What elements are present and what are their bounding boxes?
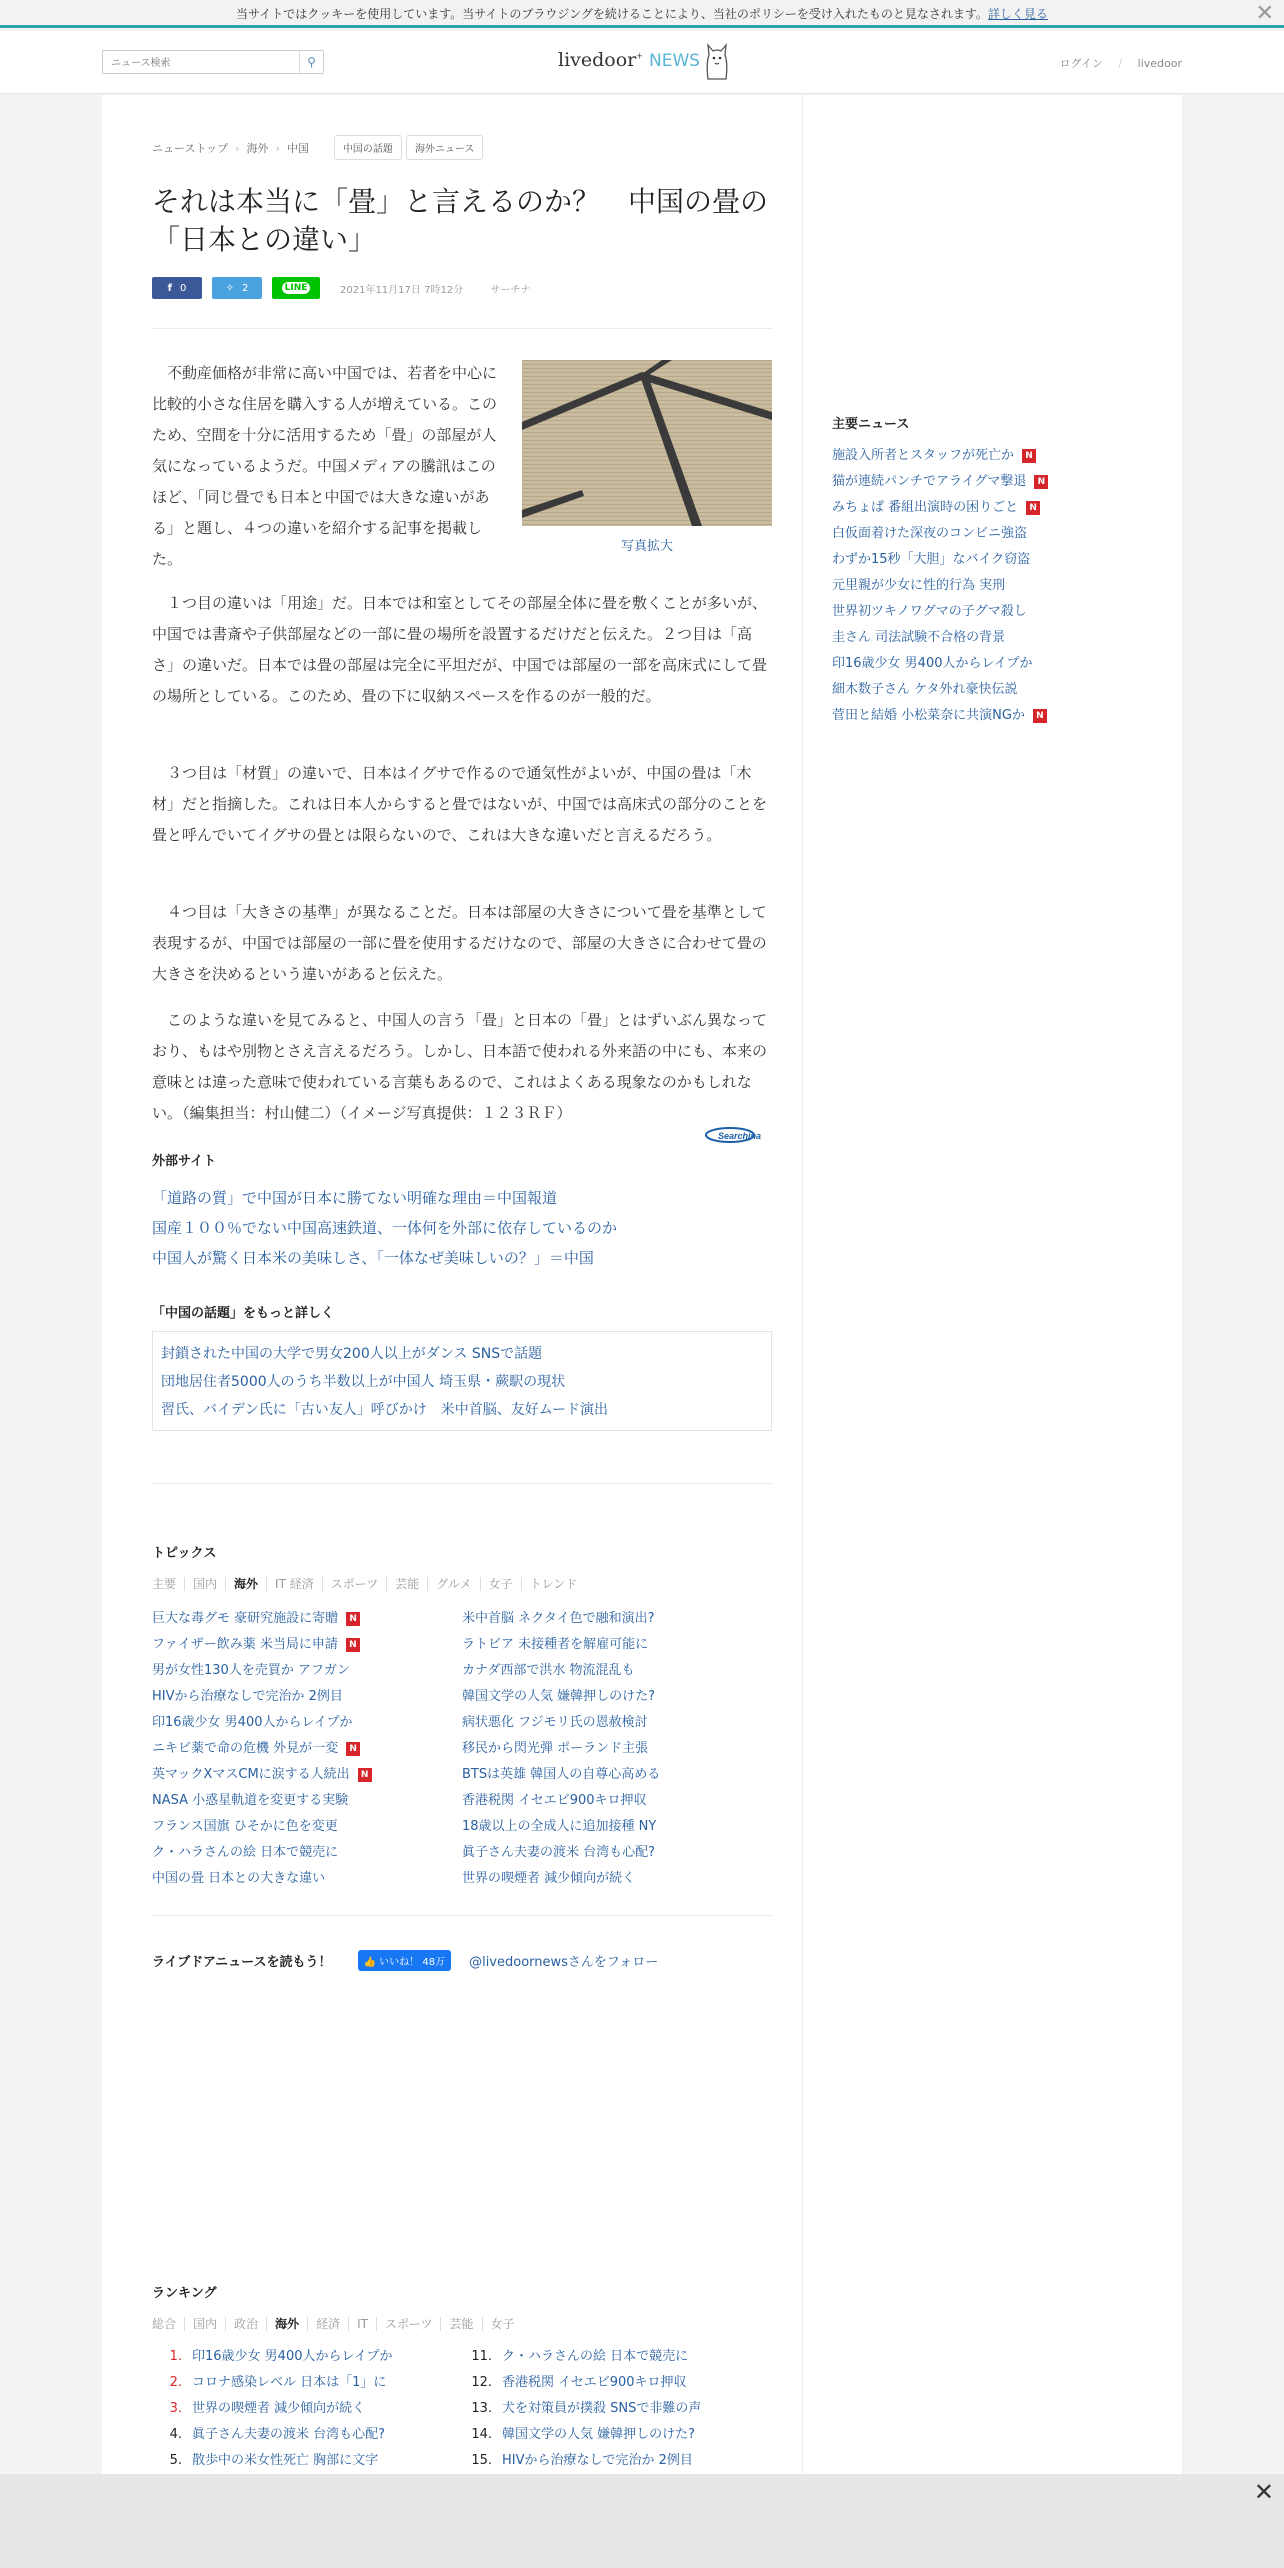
breadcrumb-item-china[interactable]: 中国 — [286, 142, 309, 155]
tab-topics-2[interactable]: 海外 — [225, 1577, 266, 1591]
article-meta — [340, 281, 554, 296]
side-news-text: 菅田と結婚 小松菜奈に共演NGか — [832, 708, 1025, 723]
topic-link-text: NASA 小惑星軌道を変更する実験 — [152, 1793, 349, 1808]
tab-topics-5[interactable]: 芸能 — [386, 1577, 427, 1591]
article-photo[interactable] — [522, 360, 772, 526]
search-icon[interactable]: ⚲ — [299, 51, 323, 73]
tab-topics-4[interactable]: スポーツ — [322, 1577, 387, 1591]
rank-title: コロナ感染レベル 日本は「1」に — [192, 2375, 387, 2390]
logo-main: livedoor — [558, 49, 637, 71]
rank-number: 5. — [169, 2453, 182, 2468]
tag-overseas-news[interactable]: 海外ニュース — [406, 135, 484, 160]
ranking-item[interactable] — [152, 2422, 462, 2448]
rank-number: 11. — [471, 2349, 492, 2364]
side-news-text: わずか15秒「大胆」なバイク窃盗 — [832, 552, 1031, 567]
search-box — [102, 50, 324, 74]
cookie-text: 当サイトではクッキーを使用しています。当サイトのブラウジングを続けることにより、当社のポリシーを受け入れたものと見なされます。 — [236, 7, 988, 21]
article-source[interactable]: サーチナ — [490, 284, 531, 296]
tab-topics-3[interactable]: IT 経済 — [266, 1577, 322, 1591]
topics-heading: トピックス — [152, 1546, 217, 1561]
article-paragraph: １つ目の違いは「用途」だ。日本では和室としてその部屋全体に畳を敷くことが多いが、中国では書斎や子供部屋などの一部に畳の場所を設置するだけだと伝えた。２つ目は「高さ」の違いだ。日本では畳の部屋は完全に平坦だが、中国では部屋の一部を高床式にして畳の場所としている。このため、畳の下に収納スペースを作るのが一般的だ。 — [152, 594, 768, 705]
side-news-link[interactable] — [832, 573, 1162, 599]
new-badge: N — [1034, 475, 1048, 489]
topic-link[interactable] — [152, 1840, 462, 1866]
topic-link[interactable]: 病状悪化 フジモリ氏の恩赦検討 — [462, 1715, 648, 1730]
external-link[interactable]: 国産１００％でない中国高速鉄道、一体何を外部に依存しているのか — [152, 1219, 618, 1237]
rank-number: 12. — [471, 2375, 492, 2390]
ranking-item[interactable] — [462, 2370, 772, 2396]
external-link[interactable]: 「道路の質」で中国が日本に勝てない明確な理由＝中国報道 — [152, 1189, 558, 1207]
twitter-follow-link[interactable]: @livedoornewsさんをフォロー — [469, 1955, 659, 1970]
chevron-right-icon: › — [275, 142, 280, 155]
new-badge: N — [346, 1612, 360, 1626]
side-news-text: 世界初ツキノワグマの子グマ殺し — [832, 604, 1027, 619]
side-news-link[interactable] — [832, 703, 1162, 729]
side-news-text: 圭さん 司法試験不合格の背景 — [832, 630, 1006, 645]
search-input[interactable] — [103, 53, 298, 75]
side-news-link[interactable] — [832, 625, 1162, 651]
follow-heading: ライブドアニュースを読もう！ — [152, 1955, 332, 1970]
side-news-link[interactable] — [832, 495, 1162, 521]
side-news-link[interactable] — [832, 677, 1162, 703]
topic-link-text: 中国の畳 日本との大きな違い — [152, 1871, 326, 1886]
rank-title: 香港税関 イセエビ900キロ押収 — [502, 2375, 687, 2390]
topic-link-text: 英マックXマスCMに涙する人続出 — [152, 1767, 350, 1782]
share-bar — [152, 277, 554, 299]
ranking-right-column — [462, 2344, 772, 2474]
ranking-item[interactable] — [462, 2344, 772, 2370]
facebook-count: 0 — [179, 282, 187, 294]
topic-link[interactable] — [152, 1762, 462, 1788]
rank-title: 散歩中の米女性死亡 胸部に文字 — [192, 2453, 379, 2468]
tab-ranking-2[interactable]: 政治 — [225, 2317, 266, 2331]
rank-title: 世界の喫煙者 減少傾向が続く — [192, 2401, 366, 2416]
side-news-link[interactable] — [832, 651, 1162, 677]
topic-link[interactable]: 移民から閃光弾 ポーランド主張 — [462, 1741, 649, 1756]
tab-topics-6[interactable]: グルメ — [427, 1577, 479, 1591]
topic-link[interactable] — [152, 1788, 462, 1814]
ranking-section — [152, 2282, 772, 2474]
ranking-heading: ランキング — [152, 2286, 217, 2301]
topic-link[interactable] — [152, 1814, 462, 1840]
topic-link[interactable]: 香港税関 イセエビ900キロ押収 — [462, 1793, 647, 1808]
topic-link-text: 印16歳少女 男400人からレイプか — [152, 1715, 353, 1730]
searchina-logo-text: Searchina — [718, 1131, 762, 1141]
topic-link[interactable]: 眞子さん夫妻の渡米 台湾も心配? — [462, 1845, 656, 1860]
topic-link[interactable]: 韓国文学の人気 嫌韓押しのけた? — [462, 1689, 656, 1704]
tab-topics-7[interactable]: 女子 — [480, 1577, 521, 1591]
new-badge: N — [1026, 501, 1040, 515]
site-header — [0, 31, 1284, 94]
twitter-share-button[interactable] — [212, 277, 262, 299]
side-news-text: 猫が連続パンチでアライグマ撃退 — [832, 474, 1027, 489]
article-paragraph: 不動産価格が非常に高い中国では、若者を中心に比較的小さな住居を購入する人が増えている。このため、空間を十分に活用するため「畳」の部屋が人気になっているようだ。中国メディアの騰訊はこのほど、「同じ畳でも日本と中国では大きな違いがある」と題し、４つの違いを紹介する記事を掲載した。 — [152, 364, 498, 568]
topic-link-text: HIVから治療なしで完治か 2例目 — [152, 1689, 343, 1704]
ranking-item[interactable] — [462, 2396, 772, 2422]
column-divider — [802, 95, 803, 2505]
topic-link[interactable]: カナダ西部で洪水 物流混乱も — [462, 1663, 635, 1678]
facebook-share-button[interactable]: f 0 — [152, 277, 202, 299]
rank-number: 13. — [471, 2401, 492, 2416]
topic-link[interactable] — [152, 1684, 462, 1710]
topic-link[interactable] — [152, 1606, 462, 1632]
topic-link[interactable]: BTSは英雄 韓国人の自尊心高める — [462, 1767, 661, 1782]
topic-link[interactable] — [152, 1866, 462, 1892]
side-news-text: 白仮面着けた深夜のコンビニ強盗 — [832, 526, 1028, 541]
mascot-icon — [700, 41, 734, 81]
topic-link-text: フランス国旗 ひそかに色を変更 — [152, 1819, 338, 1834]
breadcrumb-item-top[interactable]: ニューストップ — [152, 142, 229, 155]
tab-topics-0[interactable]: 主要 — [152, 1577, 177, 1591]
tag-china-topics[interactable]: 中国の話題 — [334, 135, 402, 160]
topic-link-text: ク・ハラさんの絵 日本で競売に — [152, 1845, 339, 1860]
side-news-text: 施設入所者とスタッフが死亡か — [832, 448, 1015, 463]
cookie-close-icon[interactable]: ✕ — [1255, 1, 1274, 26]
facebook-like-button[interactable]: 👍 いいね！ 48万 — [358, 1950, 452, 1971]
photo-caption[interactable]: 写真拡大 — [620, 539, 673, 554]
ranking-tabs — [152, 2315, 772, 2332]
rank-title: ク・ハラさんの絵 日本で競売に — [502, 2349, 689, 2364]
rank-title: 眞子さん夫妻の渡米 台湾も心配? — [192, 2427, 386, 2442]
external-heading: 外部サイト — [152, 1154, 217, 1169]
topic-link[interactable] — [152, 1736, 462, 1762]
side-news-text: みちょぱ 番組出演時の困りごと — [832, 500, 1019, 515]
topic-link-text: ニキビ薬で命の危機 外見が一変 — [152, 1741, 339, 1756]
topics-section — [152, 1542, 772, 1892]
ranking-left-column — [152, 2344, 462, 2474]
site-logo[interactable]: livedoor+ NEWS — [558, 49, 701, 71]
chevron-right-icon: › — [235, 142, 240, 155]
follow-bar — [152, 1950, 772, 1971]
side-news-link[interactable] — [832, 443, 1162, 469]
more-link[interactable]: 封鎖された中国の大学で男女200人以上がダンス SNSで話題 — [161, 1346, 543, 1362]
side-news-link[interactable] — [832, 521, 1162, 547]
tab-ranking-0[interactable]: 総合 — [152, 2317, 177, 2331]
topics-tabs — [152, 1575, 772, 1592]
article-date: 2021年11月17日 7時12分 — [340, 284, 464, 296]
topic-link[interactable] — [152, 1710, 462, 1736]
searchina-logo — [704, 1126, 772, 1144]
more-link[interactable]: 団地居住者5000人のうち半数以上が中国人 埼玉県・蕨駅の現状 — [161, 1374, 566, 1390]
topic-link[interactable] — [152, 1658, 462, 1684]
line-share-button[interactable] — [272, 277, 320, 299]
topic-link[interactable]: ラトビア 未接種者を解雇可能に — [462, 1637, 649, 1652]
twitter-count: 2 — [242, 282, 249, 294]
more-link[interactable]: 習氏、バイデン氏に「古い友人」呼びかけ 米中首脳、友好ムード演出 — [161, 1402, 609, 1418]
rank-title: HIVから治療なしで完治か 2例目 — [502, 2453, 693, 2468]
external-link[interactable]: 中国人が驚く日本米の美味しさ、「一体なぜ美味しいの？」＝中国 — [152, 1249, 594, 1267]
topic-link[interactable]: 米中首脳 ネクタイ色で融和演出? — [462, 1611, 655, 1626]
close-icon[interactable]: ✕ — [1253, 2478, 1274, 2506]
page-container — [102, 95, 1182, 2505]
rank-number: 2. — [169, 2375, 182, 2390]
divider — [152, 1915, 772, 1916]
topic-link[interactable] — [152, 1632, 462, 1658]
divider — [152, 328, 772, 329]
topic-link-text: 男が女性130人を売買か アフガン — [152, 1663, 350, 1678]
tab-ranking-5[interactable]: IT — [348, 2317, 376, 2331]
twitter-icon: ✧ — [225, 282, 234, 294]
header-nav-separator: / — [1118, 57, 1123, 70]
rank-title: 印16歳少女 男400人からレイプか — [192, 2349, 393, 2364]
livedoor-link[interactable]: livedoor — [1137, 57, 1182, 70]
side-news-link[interactable] — [832, 599, 1162, 625]
new-badge: N — [1022, 449, 1036, 463]
side-heading: 主要ニュース — [832, 417, 910, 432]
tab-topics-1[interactable]: 国内 — [184, 1577, 225, 1591]
rank-number: 3. — [169, 2401, 182, 2416]
rank-number: 1. — [169, 2349, 182, 2364]
article-paragraph: ３つ目は「材質」の違いで、日本はイグサで作るので通気性がよいが、中国の畳は「木材」だと指摘した。これは日本人からすると畳ではないが、中国では高床式の部分のことを畳と呼んでいてイグサの畳とは限らないので、これは大きな違いだと言えるだろう。 — [152, 764, 768, 844]
rank-title: 韓国文学の人気 嫌韓押しのけた? — [502, 2427, 696, 2442]
ranking-item[interactable] — [152, 2344, 462, 2370]
external-links — [152, 1150, 772, 1273]
tab-ranking-6[interactable]: スポーツ — [376, 2317, 441, 2331]
new-badge: N — [1033, 709, 1047, 723]
side-news-text: 細木数子さん ケタ外れ豪快伝説 — [832, 682, 1018, 697]
login-link[interactable]: ログイン — [1059, 57, 1103, 70]
line-icon: LINE — [282, 282, 311, 294]
divider — [152, 1483, 772, 1484]
more-links-box — [152, 1331, 772, 1431]
topic-link-text: ファイザー飲み薬 米当局に申請 — [152, 1637, 338, 1652]
breadcrumb-item-overseas[interactable]: 海外 — [246, 142, 269, 155]
cookie-banner — [0, 0, 1284, 28]
new-badge: N — [346, 1742, 360, 1756]
topics-right-column — [462, 1606, 772, 1892]
topic-link[interactable]: 18歳以上の全成人に追加接種 NY — [462, 1819, 657, 1834]
ranking-item[interactable] — [152, 2448, 462, 2474]
topic-link-text: 巨大な毒グモ 豪研究施設に寄贈 — [152, 1611, 339, 1626]
tab-ranking-8[interactable]: 女子 — [482, 2317, 523, 2331]
topics-left-column — [152, 1606, 462, 1892]
side-news-list — [832, 443, 1162, 729]
topic-link[interactable]: 世界の喫煙者 減少傾向が続く — [462, 1871, 636, 1886]
ranking-item[interactable] — [462, 2448, 772, 2474]
tab-ranking-3[interactable]: 海外 — [266, 2317, 307, 2331]
rank-number: 4. — [169, 2427, 182, 2442]
side-news-text: 元里親が少女に性的行為 実刑 — [832, 578, 1006, 593]
article-title: それは本当に「畳」と言えるのか？ 中国の畳の「日本との違い」 — [152, 185, 769, 256]
rank-title: 犬を対策員が撲殺 SNSで非難の声 — [502, 2401, 702, 2416]
cookie-more-link[interactable]: 詳しく見る — [987, 7, 1048, 21]
side-news-link[interactable] — [832, 547, 1162, 573]
tatami-photo — [522, 360, 772, 526]
side-news-text: 印16歳少女 男400人からレイプか — [832, 656, 1033, 671]
article-paragraph: このような違いを見てみると、中国人の言う「畳」と日本の「畳」とはずいぶん異なっており、もはや別物とさえ言えるだろう。しかし、日本語で使われる外来語の中にも、本来の意味とは違った意味で使われている言葉もあるので、これはよくある現象なのかもしれない。（編集担当：村山健二）（イメージ写真提供：１２３ＲＦ） — [152, 1011, 768, 1122]
bottom-ad-bar — [0, 2474, 1284, 2568]
tab-ranking-4[interactable]: 経済 — [307, 2317, 348, 2331]
rank-number: 14. — [471, 2427, 492, 2442]
breadcrumb — [152, 135, 772, 160]
tab-topics-8[interactable]: トレンド — [521, 1577, 586, 1591]
article-paragraph: ４つ目は「大きさの基準」が異なることだ。日本は部屋の大きさについて畳を基準として表現するが、中国では部屋の一部に畳を使用するだけなので、部屋の大きさに合わせて畳の大きさを決めるという違いがあると伝えた。 — [152, 903, 767, 983]
header-nav — [1047, 55, 1182, 71]
rank-number: 15. — [471, 2453, 492, 2468]
ranking-item[interactable] — [152, 2370, 462, 2396]
side-news-link[interactable] — [832, 469, 1162, 495]
new-badge: N — [358, 1768, 372, 1782]
ranking-item[interactable] — [462, 2422, 772, 2448]
ranking-item[interactable] — [152, 2396, 462, 2422]
tab-ranking-7[interactable]: 芸能 — [440, 2317, 481, 2331]
tab-ranking-1[interactable]: 国内 — [184, 2317, 225, 2331]
logo-news: NEWS — [649, 51, 701, 71]
new-badge: N — [346, 1638, 360, 1652]
more-heading: 「中国の話題」をもっと詳しく — [152, 1306, 335, 1321]
